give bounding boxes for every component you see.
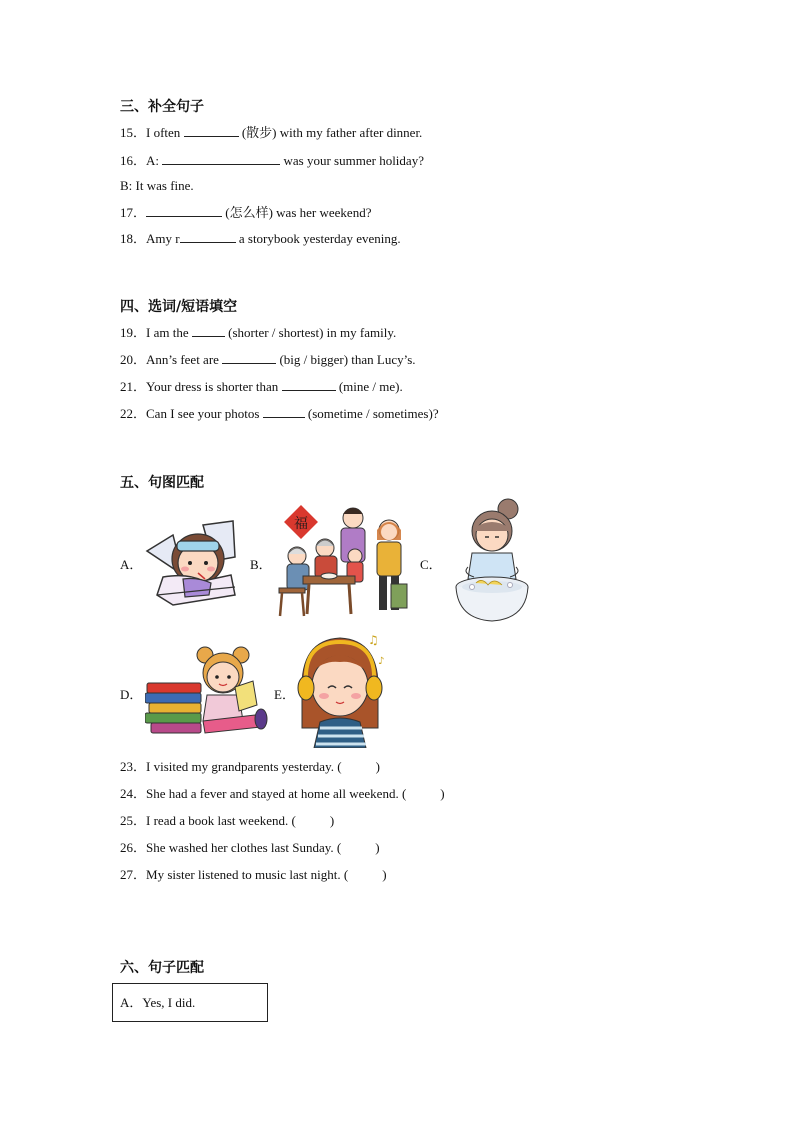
answer-blank[interactable] bbox=[282, 378, 336, 391]
question-number: 16． bbox=[120, 153, 147, 168]
question-16-reply: B: It was fine. bbox=[120, 178, 194, 193]
question-number: 17． bbox=[120, 205, 147, 220]
question-26: 26．She washed her clothes last Sunday. ( ) bbox=[120, 840, 380, 855]
picture-b-family-visit bbox=[273, 500, 413, 622]
answer-blank[interactable] bbox=[184, 124, 239, 137]
picture-c-washing-clothes bbox=[452, 497, 542, 625]
answer-blank[interactable] bbox=[162, 152, 280, 165]
question-number: 18． bbox=[120, 231, 147, 246]
option-label-a: A． bbox=[120, 557, 143, 572]
question-number: 15． bbox=[120, 125, 147, 140]
question-24: 24．She had a fever and stayed at home all weekend. ( ) bbox=[120, 786, 445, 801]
fu-character: 福 bbox=[294, 516, 308, 532]
question-number: 22． bbox=[120, 406, 147, 421]
answer-blank[interactable] bbox=[146, 204, 222, 217]
question-23: 23．I visited my grandparents yesterday. ( ) bbox=[120, 759, 380, 774]
question-16: 16．A: was your summer holiday? bbox=[120, 153, 424, 168]
picture-a-sick-girl bbox=[143, 515, 239, 607]
option-a-text: A．Yes, I did. bbox=[120, 995, 196, 1010]
picture-d-reading-girl bbox=[145, 643, 269, 735]
option-a-box bbox=[112, 983, 268, 1022]
music-note-icon: ♪ bbox=[378, 656, 385, 667]
section-5-title: 五、句图匹配 bbox=[120, 475, 204, 491]
answer-blank[interactable] bbox=[192, 324, 225, 337]
picture-e-listening-music bbox=[294, 632, 390, 748]
question-20: 20．Ann’s feet are (big / bigger) than Lucy’s. bbox=[120, 352, 416, 367]
option-label-e: E． bbox=[274, 687, 295, 702]
question-19: 19．I am the (shorter / shortest) in my family. bbox=[120, 325, 397, 340]
option-label-b: B． bbox=[250, 557, 272, 572]
option-label-d: D． bbox=[120, 687, 143, 702]
question-22: 22．Can I see your photos (sometime / sometimes)? bbox=[120, 406, 439, 421]
section-6-title: 六、句子匹配 bbox=[120, 960, 204, 976]
question-15: 15．I often (散步) with my father after dinner. bbox=[120, 125, 423, 140]
question-number: 23． bbox=[120, 759, 147, 774]
question-number: 24． bbox=[120, 786, 147, 801]
question-number: 25． bbox=[120, 813, 147, 828]
answer-blank[interactable] bbox=[222, 351, 276, 364]
question-27: 27．My sister listened to music last night. ( ) bbox=[120, 867, 387, 882]
music-note-icon: ♫ bbox=[368, 633, 379, 647]
question-18: 18．Amy r a storybook yesterday evening. bbox=[120, 231, 401, 246]
question-21: 21．Your dress is shorter than (mine / me). bbox=[120, 379, 403, 394]
answer-blank[interactable] bbox=[180, 230, 236, 243]
question-25: 25．I read a book last weekend. ( ) bbox=[120, 813, 335, 828]
option-label-c: C． bbox=[420, 557, 442, 572]
question-number: 19． bbox=[120, 325, 147, 340]
section-3-title: 三、补全句子 bbox=[120, 99, 204, 115]
question-17: 17． (怎么样) was her weekend? bbox=[120, 205, 372, 220]
section-4-title: 四、选词/短语填空 bbox=[120, 299, 238, 315]
question-number: 20． bbox=[120, 352, 147, 367]
question-number: 26． bbox=[120, 840, 147, 855]
question-number: 27． bbox=[120, 867, 147, 882]
answer-blank[interactable] bbox=[263, 405, 305, 418]
question-number: 21． bbox=[120, 379, 147, 394]
